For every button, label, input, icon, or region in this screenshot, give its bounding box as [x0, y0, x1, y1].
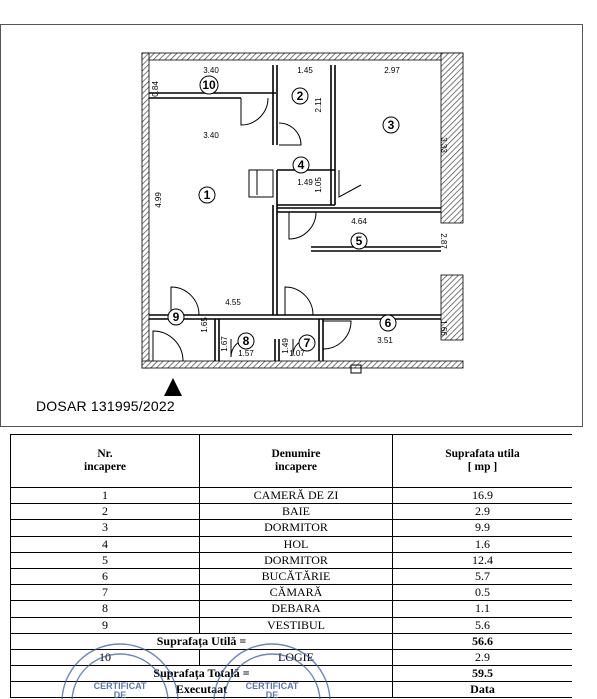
table-row: 9 VESTIBUL 5.6: [11, 617, 573, 633]
dossier-number: DOSAR 131995/2022: [36, 398, 175, 414]
room-marker-8: [238, 333, 254, 349]
dim-label: 3.40: [203, 66, 219, 75]
svg-text:DE: DE: [265, 690, 279, 699]
dim-label: 1.07: [289, 349, 305, 358]
dim-label: 2.11: [314, 97, 323, 113]
svg-text:2: 2: [296, 89, 304, 103]
svg-text:5: 5: [355, 234, 363, 248]
dim-label: 1.45: [297, 66, 313, 75]
svg-text:8: 8: [242, 334, 250, 348]
header-nr: Nr. incapere: [11, 435, 200, 488]
useful-area-row: Suprafața Utilă = 56.6: [11, 633, 573, 649]
logia-row: 10 LOGIE 2.9: [11, 649, 573, 665]
doors: [153, 98, 361, 373]
dim-label: 1.65: [200, 317, 209, 333]
dim-label: 1.66: [439, 320, 448, 336]
table-row: 1 CAMERĂ DE ZI 16.9: [11, 488, 573, 504]
floor-plan-frame: [0, 24, 583, 427]
svg-text:CERTIFICAT: CERTIFICAT: [245, 681, 299, 691]
svg-text:9: 9: [172, 310, 180, 324]
svg-text:4: 4: [297, 158, 305, 172]
room-marker-9: [168, 309, 184, 325]
room-markers: [168, 76, 399, 351]
room-marker-1: [199, 187, 215, 203]
room-marker-4: [293, 157, 309, 173]
svg-text:3: 3: [387, 118, 395, 132]
entrance-arrow-icon: [164, 378, 182, 396]
dim-label: 4.64: [351, 217, 367, 226]
table-row: 6 BUCĂTĂRIE 5.7: [11, 568, 573, 584]
dim-label: 3.40: [203, 131, 219, 140]
dim-label: 2.87: [439, 233, 448, 249]
dim-label: 1.67: [220, 336, 229, 352]
svg-text:6: 6: [384, 316, 392, 330]
svg-text:7: 7: [303, 336, 311, 350]
room-marker-3: [383, 117, 399, 133]
table-row: 2 BAIE 2.9: [11, 504, 573, 520]
table-row: 7 CĂMARĂ 0.5: [11, 585, 573, 601]
dim-label: 1.49: [281, 338, 290, 354]
dim-label: 3.33: [439, 137, 448, 153]
table-row: 5 DORMITOR 12.4: [11, 552, 573, 568]
table-row: 8 DEBARA 1.1: [11, 601, 573, 617]
dim-label: 4.55: [225, 298, 241, 307]
total-area-row: Suprafața Totală = 59.5: [11, 666, 573, 682]
header-name: Denumire incapere: [200, 435, 393, 488]
svg-text:1: 1: [203, 188, 211, 202]
dim-label: 2.97: [384, 66, 400, 75]
room-marker-5: [351, 233, 367, 249]
dim-label: 1.05: [314, 177, 323, 193]
room-marker-10: [200, 76, 218, 94]
table-row: 3 DORMITOR 9.9: [11, 520, 573, 536]
header-area: Suprafata utila [ mp ]: [393, 435, 573, 488]
dim-label: 0.84: [151, 81, 160, 97]
room-marker-6: [380, 315, 396, 331]
room-marker-7: [299, 335, 315, 351]
dim-label: 1.57: [238, 349, 254, 358]
dim-label: 1.49: [297, 178, 313, 187]
svg-text:CERTIFICAT: CERTIFICAT: [93, 681, 147, 691]
certificate-stamp-icon: [0, 640, 340, 699]
dim-label: 4.99: [154, 192, 163, 208]
table-row: 4 HOL 1.6: [11, 536, 573, 552]
floor-plan: [1, 25, 584, 428]
table-header-row: [11, 435, 573, 488]
room-marker-2: [292, 88, 308, 104]
dim-label: 3.51: [377, 336, 393, 345]
inner-walls: [149, 65, 441, 361]
executed-row: Executaat Data: [11, 682, 573, 698]
svg-text:DE: DE: [113, 690, 127, 699]
svg-text:10: 10: [202, 78, 216, 92]
